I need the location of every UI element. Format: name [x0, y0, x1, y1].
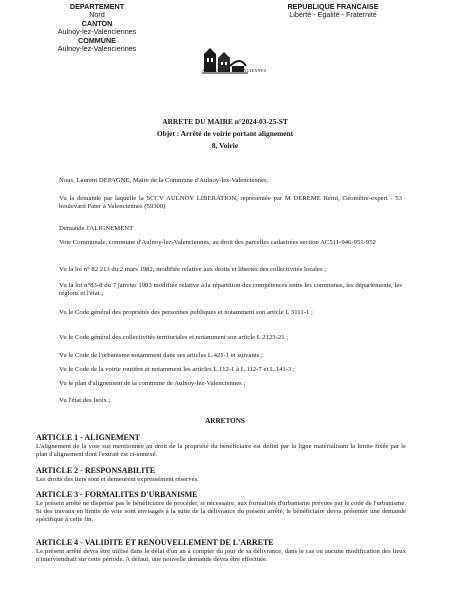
article-1-text: L'alignement de la voie sus mentionnée au droit de la propriété du bénéficiaire est défini par la ligne matérialisant la limite fixée par le plan d'alignement dont l'extrait est ci-annexé. [36, 443, 406, 459]
paragraph-nous: Nous, Laurent DEPAGNE, Maire de la Commune d'Aulnoy-lez-Valenciennes. [59, 177, 269, 184]
arrete-number-title: ARRETE DU MAIRE n°2024-03-25-ST [162, 117, 288, 126]
header-commune-value: Aulnoy-lez-Valenciennes [57, 44, 137, 54]
paragraph-vu-etat-lieux: Vu l'état des lieux ; [59, 397, 111, 404]
article-1-title: ARTICLE 1 - ALIGNEMENT [36, 433, 140, 442]
paragraph-vu-voirie: Vu le Code de la voirie routière et notamment les articles L.112-1 à L.112-7 et L.141-3 ; [59, 366, 295, 373]
paragraph-vu-cgppp: Vu le Code général des propriétés des personnes publiques et notamment son article L 3111-1 ; [59, 309, 313, 316]
header-republic-motto: Liberté - Egalité - Fraternité [289, 10, 377, 20]
article-3-text: Le présent arrêté ne dispense pas le bénéficiaire de procéder, si nécessaire, aux formalités d'urbanisme prévues par le code de l'urbanisme. Si des travaux en limite de voie sont envisagés à la suite de la délivrance du présent arrêté, le bénéficiaire devra présenter une demande spécifique à cette fin. [36, 500, 406, 524]
header-canton-value: Aulnoy-lez-Valenciennes [57, 27, 137, 37]
header-commune-label: COMMUNE [78, 35, 116, 45]
header-departement-label: DEPARTEMENT [69, 2, 125, 11]
town-logo-text: AULNOY LEZ VALENCIENNES [202, 68, 267, 73]
article-4-text: Le présent arrêté devra être utilisé dans le délai d'un an à compter du jour de sa délivrance, dans le cas ou aucune modification des lieux n'interviendrait sur cette période. A défaut, une nouvelle demande devra être effectuée. [36, 548, 406, 564]
article-2-title: ARTICLE 2 - RESPONSABILITE [36, 466, 156, 475]
arrete-objet-title: Objet : Arrêté de voirie portant alignement [156, 129, 294, 138]
article-2-text: Les droits des tiers sont et demeurent expressément réservés. [36, 476, 199, 483]
paragraph-vu-loi-1982: Vu la loi n° 82 213 du 2 mars 1982, modifiée relative aux droits et libertés des collectivités locales ; [59, 266, 327, 273]
article-4-title: ARTICLE 4 - VALIDITE ET RENOUVELLEMENT DE L'ARRETE [36, 538, 274, 547]
paragraph-vu-plan: Vu le plan d'alignement de la commune de Aulnoy-lez-Valenciennes ; [59, 380, 246, 387]
header-administrative-block [22, 3, 172, 53]
paragraph-demande: Vu la demande par laquelle la SCCV AULNOY LIBERATION, représentée par M DEREME Rémi, Géomètre-expert - 53 boulevard Pater à Valenciennes (59300) [59, 195, 402, 211]
arrete-category-title: 8, Voirie [211, 141, 239, 150]
paragraph-vu-urbanisme: Vu le Code de l'urbanisme notamment dans ses articles L.421-1 et suivants ; [59, 352, 263, 359]
paragraph-voie: Voie Communale, commune d'Aulnoy-lez-Valenciennes, au droit des parcelles cadastrées section AC511-946-951-952 [59, 239, 376, 246]
arretons-heading: ARRETONS [205, 417, 245, 425]
header-canton-label: CANTON [81, 18, 113, 28]
paragraph-vu-cgct: Vu le Code général des collectivités territoriales et notamment son article L 2123-21 ; [59, 334, 289, 341]
article-3-title: ARTICLE 3 - FORMALITES D'URBANISME [36, 490, 198, 499]
paragraph-vu-loi-1983: Vu la loi n°83-8 du 7 janvier 1983 modifiée relative à la répartition des compétences entre les communes, les départements, les régions et l'état ; [59, 282, 402, 298]
header-republic-title: REPUBLIQUE FRANCAISE [287, 2, 379, 11]
header-departement-value: Nord [89, 10, 105, 20]
header-republic-block [258, 3, 408, 20]
paragraph-demande-label: Demande l'ALIGNEMENT [59, 225, 134, 232]
